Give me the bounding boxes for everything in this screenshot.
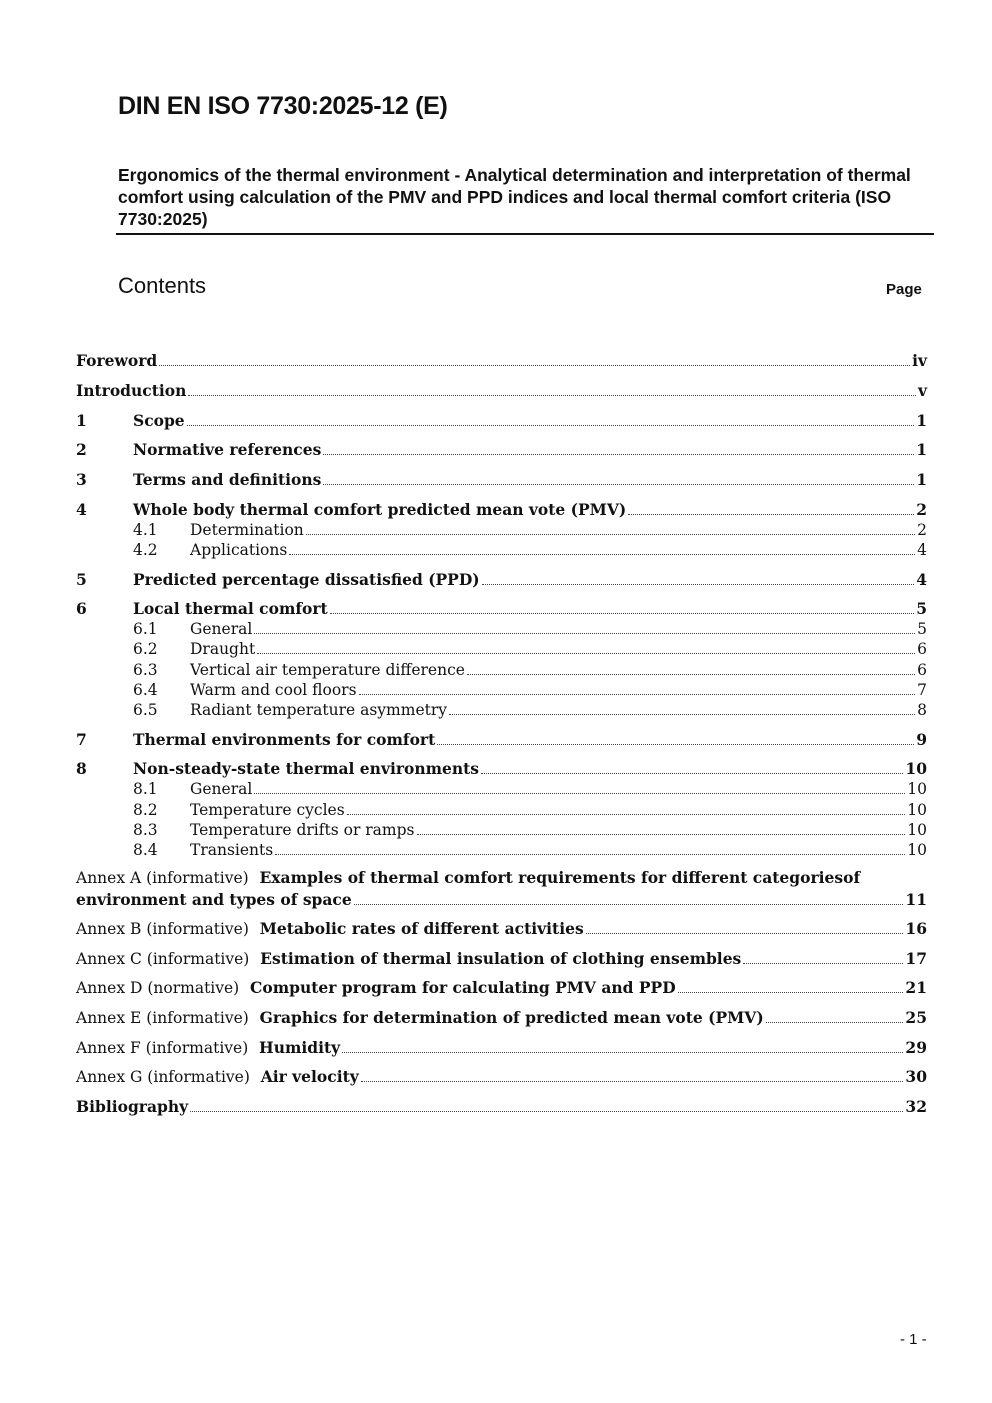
toc-entry-label: Determination	[190, 521, 304, 539]
dot-leader	[306, 534, 915, 535]
toc-entry-page: 7	[917, 681, 927, 699]
dot-leader	[437, 744, 914, 745]
toc-entry-bibliography[interactable]	[76, 1096, 927, 1116]
toc-entry-label: Applications	[190, 541, 288, 559]
title-divider	[116, 233, 934, 235]
dot-leader	[187, 425, 915, 426]
contents-heading: Contents	[118, 273, 207, 298]
dot-leader	[586, 933, 904, 934]
toc-entry-label: Scope	[133, 411, 185, 430]
toc-entry-page: 8	[917, 701, 927, 719]
toc-entry-number: 3	[76, 470, 87, 489]
toc-entry-number: 6	[76, 599, 87, 618]
dot-leader	[257, 653, 915, 654]
toc-annex-c[interactable]	[76, 948, 927, 968]
dot-leader	[254, 633, 915, 634]
toc-entry-page: 10	[907, 780, 927, 798]
annex-title: Air velocity	[260, 1067, 359, 1086]
annex-prefix: Annex B (informative)	[76, 920, 249, 938]
toc-entry-page: v	[917, 381, 927, 400]
dot-leader	[766, 1022, 904, 1023]
toc-entry-number: 4.2	[133, 541, 158, 559]
dot-leader	[481, 773, 903, 774]
toc-entry-page: 5	[916, 599, 927, 618]
toc-entry-number: 8.4	[133, 841, 158, 859]
dot-leader	[482, 584, 915, 585]
toc-entry-number: 2	[76, 440, 87, 459]
toc-subentry-transients[interactable]	[76, 839, 927, 859]
toc-entry-number: 8	[76, 759, 87, 778]
toc-entry-label: Predicted percentage dissatisfied (PPD)	[133, 570, 480, 589]
toc-entry-label: Normative references	[133, 440, 322, 459]
toc-entry-page: 1	[916, 470, 927, 489]
toc-entry-page: 10	[907, 821, 927, 839]
toc-subentry-warm-cool-floors[interactable]	[76, 679, 927, 699]
annex-title-continued: environment and types of space	[76, 890, 352, 909]
toc-entry-label: Non-steady-state thermal environments	[133, 759, 480, 778]
annex-prefix: Annex D (normative)	[76, 979, 240, 997]
dot-leader	[467, 674, 915, 675]
toc-entry-non-steady-state[interactable]	[76, 758, 927, 778]
annex-prefix: Annex G (informative)	[76, 1068, 250, 1086]
toc-entry-page: 17	[905, 949, 927, 968]
toc-annex-d[interactable]	[76, 977, 927, 997]
toc-entry-number: 6.4	[133, 681, 158, 699]
toc-entry-label: Terms and definitions	[133, 470, 322, 489]
dot-leader	[254, 793, 905, 794]
toc-subentry-vertical-air-temp[interactable]	[76, 659, 927, 679]
toc-entry-label: General	[190, 780, 253, 798]
toc-entry-number: 5	[76, 570, 87, 589]
toc-entry-page: 10	[905, 759, 927, 778]
annex-title: Humidity	[259, 1038, 341, 1057]
toc-subentry-draught[interactable]	[76, 638, 927, 658]
annex-title: Computer program for calculating PMV and PPD	[250, 978, 676, 997]
dot-leader	[678, 992, 904, 993]
dot-leader	[449, 714, 915, 715]
toc-entry-page: iv	[912, 351, 927, 370]
annex-prefix: Annex C (informative)	[76, 950, 250, 968]
toc-entry-terms-definitions[interactable]	[76, 469, 927, 489]
toc-annex-a[interactable]	[76, 889, 927, 909]
toc-subentry-determination[interactable]	[76, 519, 927, 539]
toc-annex-a-line1[interactable]	[76, 868, 927, 888]
toc-entry-page: 2	[917, 521, 927, 539]
toc-annex-f[interactable]	[76, 1037, 927, 1057]
toc-entry-label: Temperature cycles	[190, 801, 345, 819]
toc-entry-ppd[interactable]	[76, 569, 927, 589]
toc-entry-label: Local thermal comfort	[133, 599, 328, 618]
toc-entry-page: 10	[907, 841, 927, 859]
annex-title: Graphics for determination of predicted mean vote (PMV)	[259, 1008, 764, 1027]
toc-entry-label: Radiant temperature asymmetry	[190, 701, 448, 719]
toc-entry-pmv[interactable]	[76, 499, 927, 519]
toc-entry-thermal-environments[interactable]	[76, 729, 927, 749]
toc-entry-page: 1	[916, 440, 927, 459]
dot-leader	[361, 1081, 904, 1082]
toc-entry-number: 6.5	[133, 701, 158, 719]
toc-entry-foreword[interactable]	[76, 350, 927, 370]
page-column-heading: Page	[886, 281, 922, 298]
toc-entry-local-thermal-comfort[interactable]	[76, 598, 927, 618]
toc-entry-number: 1	[76, 411, 87, 430]
toc-subentry-general-8[interactable]	[76, 778, 927, 798]
annex-prefix: Annex A (informative)	[76, 869, 249, 887]
dot-leader	[188, 395, 916, 396]
toc-entry-page: 10	[907, 801, 927, 819]
toc-entry-number: 4	[76, 500, 87, 519]
dot-leader	[342, 1052, 903, 1053]
toc-annex-b[interactable]	[76, 918, 927, 938]
toc-entry-label: Bibliography	[76, 1097, 189, 1116]
toc-entry-label: Warm and cool floors	[190, 681, 357, 699]
toc-entry-label: Introduction	[76, 381, 187, 400]
toc-subentry-general[interactable]	[76, 618, 927, 638]
dot-leader	[330, 613, 915, 614]
dot-leader	[323, 454, 914, 455]
toc-entry-number: 4.1	[133, 521, 158, 539]
toc-entry-page: 6	[917, 661, 927, 679]
toc-entry-page: 5	[917, 620, 927, 638]
toc-annex-g[interactable]	[76, 1066, 927, 1086]
toc-entry-page: 2	[916, 500, 927, 519]
toc-entry-label: Draught	[190, 640, 256, 658]
toc-entry-label: Vertical air temperature difference	[190, 661, 465, 679]
toc-subentry-temperature-cycles[interactable]	[76, 799, 927, 819]
toc-subentry-applications[interactable]	[76, 539, 927, 559]
dot-leader	[354, 904, 904, 905]
annex-title: Metabolic rates of different activities	[259, 919, 584, 938]
annex-title: Estimation of thermal insulation of clothing ensembles	[260, 949, 742, 968]
toc-entry-page: 32	[905, 1097, 927, 1116]
toc-annex-e[interactable]	[76, 1007, 927, 1027]
dot-leader	[347, 814, 906, 815]
toc-entry-introduction[interactable]	[76, 380, 927, 400]
toc-entry-page: 4	[916, 570, 927, 589]
dot-leader	[359, 694, 916, 695]
toc-entry-label: Thermal environments for comfort	[133, 730, 436, 749]
dot-leader	[743, 963, 903, 964]
annex-title: Examples of thermal comfort requirements for different categoriesof	[259, 868, 861, 887]
toc-subentry-temperature-drifts[interactable]	[76, 819, 927, 839]
dot-leader	[275, 854, 905, 855]
document-id: DIN EN ISO 7730:2025-12 (E)	[118, 92, 448, 120]
toc-entry-label: Foreword	[76, 351, 158, 370]
dot-leader	[323, 484, 914, 485]
annex-prefix: Annex F (informative)	[76, 1039, 249, 1057]
toc-entry-page: 29	[905, 1038, 927, 1057]
toc-subentry-radiant-asymmetry[interactable]	[76, 699, 927, 719]
page-number: - 1 -	[900, 1331, 927, 1348]
toc-entry-number: 6.3	[133, 661, 158, 679]
toc-entry-label: Whole body thermal comfort predicted mean vote (PMV)	[133, 500, 627, 519]
toc-entry-number: 6.1	[133, 620, 158, 638]
toc-entry-number: 8.1	[133, 780, 158, 798]
toc-entry-normative-references[interactable]	[76, 439, 927, 459]
dot-leader	[417, 834, 906, 835]
toc-entry-page: 4	[917, 541, 927, 559]
dot-leader	[289, 554, 915, 555]
toc-entry-page: 21	[905, 978, 927, 997]
toc-entry-page: 6	[917, 640, 927, 658]
toc-entry-label: Temperature drifts or ramps	[190, 821, 415, 839]
toc-entry-number: 8.3	[133, 821, 158, 839]
toc-entry-page: 25	[905, 1008, 927, 1027]
toc-entry-page: 1	[916, 411, 927, 430]
toc-entry-page: 9	[916, 730, 927, 749]
toc-entry-page: 11	[905, 890, 927, 909]
dot-leader	[159, 365, 910, 366]
dot-leader	[628, 514, 914, 515]
annex-prefix: Annex E (informative)	[76, 1009, 249, 1027]
toc-entry-label: General	[190, 620, 253, 638]
toc-entry-scope[interactable]	[76, 410, 927, 430]
toc-entry-page: 16	[905, 919, 927, 938]
document-title: Ergonomics of the thermal environment - Analytical determination and interpretation of thermal comfort using calculation of the PMV and PPD indices and local thermal comfort criteria (ISO 7730:2025)	[118, 165, 911, 229]
toc-entry-page: 30	[905, 1067, 927, 1086]
toc-entry-number: 8.2	[133, 801, 158, 819]
dot-leader	[190, 1111, 903, 1112]
toc-entry-label: Transients	[190, 841, 274, 859]
toc-entry-number: 6.2	[133, 640, 158, 658]
toc-entry-number: 7	[76, 730, 87, 749]
